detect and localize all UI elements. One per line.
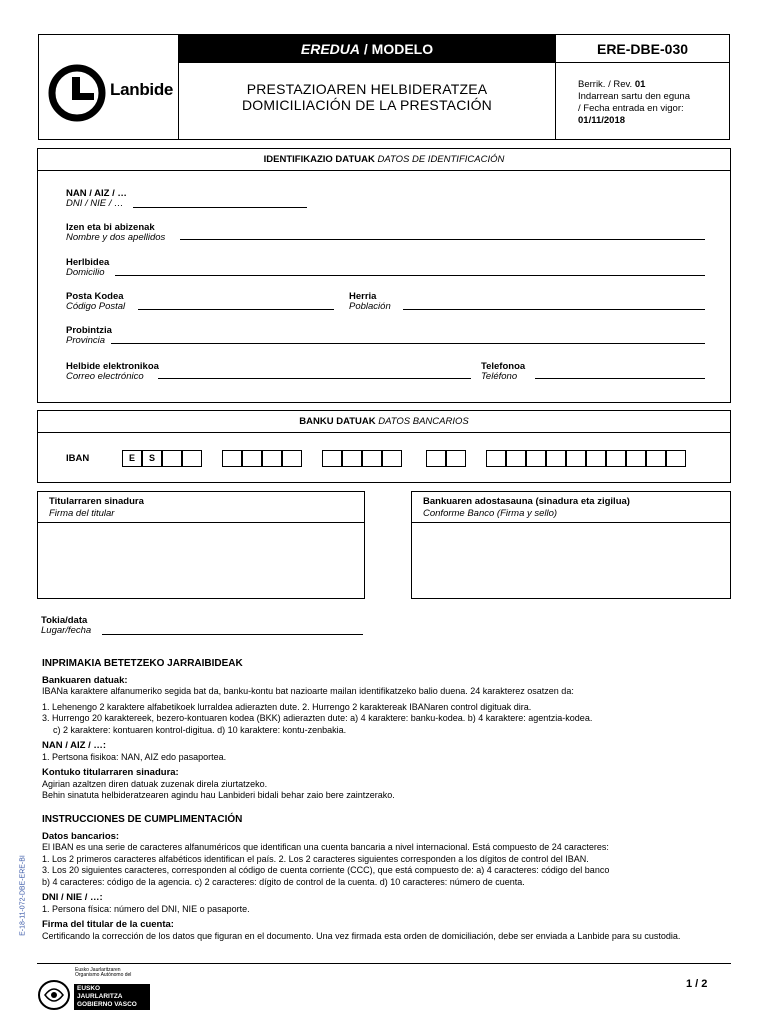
identification-section [37, 148, 731, 403]
iban-box[interactable] [382, 450, 402, 467]
date-value: 01/11/2018 [578, 115, 626, 126]
iban-box[interactable] [182, 450, 202, 467]
heading-eu: IDENTIFIKAZIO DATUAK [263, 154, 375, 165]
province-label [66, 326, 112, 346]
iban-label: IBAN [66, 453, 90, 464]
es-dni-heading: DNI / NIE / …: [42, 892, 103, 903]
dni-label-es: DNI / NIE / … [66, 198, 124, 209]
org-line-1: Eusko Jaurlaritzaren [75, 967, 121, 973]
iban-box[interactable] [262, 450, 282, 467]
gov-name-es: GOBIERNO VASCO [77, 1001, 137, 1008]
rev-label: Berrik. / Rev. [578, 79, 633, 90]
iban-box[interactable] [426, 450, 446, 467]
government-logo [37, 967, 177, 1012]
address-label-es: Domicilio [66, 267, 105, 278]
bank-signature-box[interactable] [411, 491, 731, 599]
iban-box[interactable] [322, 450, 342, 467]
dni-label [66, 189, 127, 209]
es-signature-heading: Firma del titular de la cuenta: [42, 919, 174, 930]
title-es: DOMICILIACIÓN DE LA PRESTACIÓN [241, 97, 492, 113]
phone-label [481, 362, 525, 382]
eu-bank-text: 1. Lehenengo 2 karaktere alfabetikoek lurraldea adierazten dute. 2. Hurrengo 2 karaktereak IBANaren control digituak dira. [42, 701, 532, 712]
lanbide-logo-icon [47, 63, 107, 123]
lanbide-logo [39, 35, 179, 139]
town-label [349, 292, 391, 312]
iban-box[interactable] [446, 450, 466, 467]
es-bank-text: b) 4 caracteres: código de la agencia. c) 2 caracteres: dígito de control de la cuenta. d) 10 caracteres: número de cuenta. [42, 876, 525, 887]
iban-box[interactable] [506, 450, 526, 467]
es-signature-text: Certificando la corrección de los datos que figuran en el documento. Una vez firmada esta orden de domiciliación, debe ser enviada a Lanbide para su custodia. [42, 930, 681, 941]
government-crest-icon [37, 979, 71, 1011]
eu-bank-text: 3. Hurrengo 20 karaktereek, bezero-kontuaren kodea (BKK) adierazten dute: a) 4 karaktere: banku-kodea. b) 4 karaktere: agentzia-kodea. [42, 713, 593, 723]
holder-signature-header [38, 492, 364, 523]
date-label-1: Indarrean sartu den eguna [578, 91, 690, 102]
eu-signature-heading: Kontuko titularraren sinadura: [42, 767, 179, 778]
iban-box[interactable] [342, 450, 362, 467]
es-bank-text: El IBAN es una serie de caracteres alfanuméricos que identifican una cuenta bancaria a nivel internacional. Está compuesto de 24 caracteres: [42, 842, 609, 852]
iban-country-2[interactable]: S [142, 450, 162, 467]
town-label-es: Población [349, 301, 391, 312]
place-label-eu: Tokia/data [41, 615, 88, 626]
heading-es: DATOS DE IDENTIFICACIÓN [377, 154, 505, 165]
instructions-es [42, 814, 722, 942]
bank-signature-es: Conforme Banco (Firma y sello) [423, 508, 558, 519]
dni-field[interactable] [133, 207, 307, 208]
iban-box[interactable] [566, 450, 586, 467]
identification-heading [38, 149, 730, 171]
iban-box[interactable] [606, 450, 626, 467]
eu-bank-text: IBANa karaktere alfanumeriko segida bat da, banku-kontu bat nazioarte mailan identifikatzeko balio duena. 24 karakterez osatzen da: [42, 686, 574, 696]
iban-box[interactable] [586, 450, 606, 467]
instructions-es-title: INSTRUCCIONES DE CUMPLIMENTACIÓN [42, 814, 243, 825]
es-dni-text: 1. Persona física: número del DNI, NIE o pasaporte. [42, 903, 250, 914]
model-label-eu: EREDUA [300, 41, 360, 57]
holder-signature-eu: Titularraren sinadura [49, 496, 144, 507]
address-field[interactable] [115, 275, 705, 276]
postal-label-es: Código Postal [66, 301, 126, 312]
postal-label [66, 292, 125, 312]
revision-info [556, 63, 729, 127]
bank-signature-eu: Bankuaren adostasauna (sinadura eta zigilua) [423, 496, 630, 507]
iban-box[interactable] [546, 450, 566, 467]
bank-signature-header [412, 492, 730, 523]
phone-field[interactable] [535, 378, 705, 379]
model-bar [179, 35, 555, 63]
iban-country-1[interactable]: E [122, 450, 142, 467]
eu-nan-text: 1. Pertsona fisikoa: NAN, AIZ edo pasaportea. [42, 751, 227, 762]
phone-label-es: Teléfono [481, 371, 518, 382]
place-date-label [41, 616, 91, 636]
holder-signature-box[interactable] [37, 491, 365, 599]
es-bank-text: 3. Los 20 siguientes caracteres, corresponden al código de cuenta corriente (CCC), que está compuesto de: a) 4 caracteres: código del banco [42, 865, 610, 875]
bank-heading [38, 411, 730, 433]
name-field[interactable] [180, 239, 705, 240]
province-label-eu: Probintzia [66, 325, 112, 336]
model-label-es: / MODELO [360, 41, 434, 57]
form-code: ERE-DBE-030 [556, 35, 729, 63]
gov-name-eu: EUSKO JAURLARITZA [77, 985, 123, 1000]
eu-nan-heading: NAN / AIZ / …: [42, 740, 107, 751]
title-eu: PRESTAZIOAREN HELBIDERATZEA [246, 81, 488, 97]
rev-value: 01 [634, 79, 646, 90]
holder-signature-es: Firma del titular [49, 508, 115, 519]
email-label-eu: Helbide elektronikoa [66, 361, 159, 372]
iban-box[interactable] [362, 450, 382, 467]
postal-label-eu: Posta Kodea [66, 291, 124, 302]
iban-box[interactable] [222, 450, 242, 467]
iban-boxes [122, 450, 722, 468]
province-label-es: Provincia [66, 335, 106, 346]
bank-heading-es: DATOS BANCARIOS [378, 416, 469, 427]
name-label-es: Nombre y dos apellidos [66, 232, 166, 243]
form-header [38, 34, 730, 140]
eu-bank-heading: Bankuaren datuak: [42, 674, 128, 686]
address-label-eu: Herlbidea [66, 257, 110, 268]
bank-section [37, 410, 731, 483]
es-bank-heading: Datos bancarios: [42, 830, 120, 842]
instructions-eu [42, 658, 722, 802]
side-form-code: E-18-11-072-DBE-ERE-BI [19, 855, 27, 936]
iban-box[interactable] [282, 450, 302, 467]
email-field[interactable] [158, 378, 471, 379]
name-label [66, 223, 165, 243]
date-label-2: / Fecha entrada en vigor: [578, 103, 684, 114]
postal-field[interactable] [138, 309, 334, 310]
brand-name: Lanbide [110, 80, 174, 99]
town-label-eu: Herria [349, 291, 377, 302]
es-bank-text: 1. Los 2 primeros caracteres alfabéticos identifican el país. 2. Los 2 caracteres siguientes corresponden a los dígitos de control del IBAN. [42, 853, 589, 864]
iban-box[interactable] [162, 450, 182, 467]
bank-heading-eu: BANKU DATUAK [299, 416, 376, 427]
iban-box[interactable] [626, 450, 646, 467]
name-label-eu: Izen eta bi abizenak [66, 222, 155, 233]
province-field[interactable] [111, 343, 705, 344]
iban-box[interactable] [242, 450, 262, 467]
iban-box[interactable] [526, 450, 546, 467]
iban-box[interactable] [646, 450, 666, 467]
email-label [66, 362, 159, 382]
eu-signature-text: Agirian azaltzen diren datuak zuzenak direla ziurtatzeko. [42, 778, 268, 789]
town-field[interactable] [403, 309, 705, 310]
eu-bank-text: c) 2 karaktere: kontuaren kontrol-digitua. d) 10 karaktere: kontu-zenbakia. [53, 724, 347, 735]
page-number: 1 / 2 [686, 978, 708, 990]
eu-signature-text: Behin sinatuta helbideratzearen agindu hau Lanbideri bidali behar zaio bere zaintzerako. [42, 790, 395, 800]
government-name [74, 984, 150, 1010]
org-line-2: Organismo Autónomo del [75, 972, 132, 978]
instructions-eu-title: INPRIMAKIA BETETZEKO JARRAIBIDEAK [42, 658, 243, 669]
iban-box[interactable] [666, 450, 686, 467]
place-date-field[interactable] [102, 634, 363, 635]
phone-label-eu: Telefonoa [481, 361, 526, 372]
iban-box[interactable] [486, 450, 506, 467]
code-cell [555, 35, 729, 139]
address-label [66, 258, 109, 278]
email-label-es: Correo electrónico [66, 371, 144, 382]
footer-divider [37, 963, 731, 964]
dni-label-eu: NAN / AIZ / … [66, 188, 127, 199]
place-label-es: Lugar/fecha [41, 625, 92, 636]
document-title [179, 81, 555, 113]
